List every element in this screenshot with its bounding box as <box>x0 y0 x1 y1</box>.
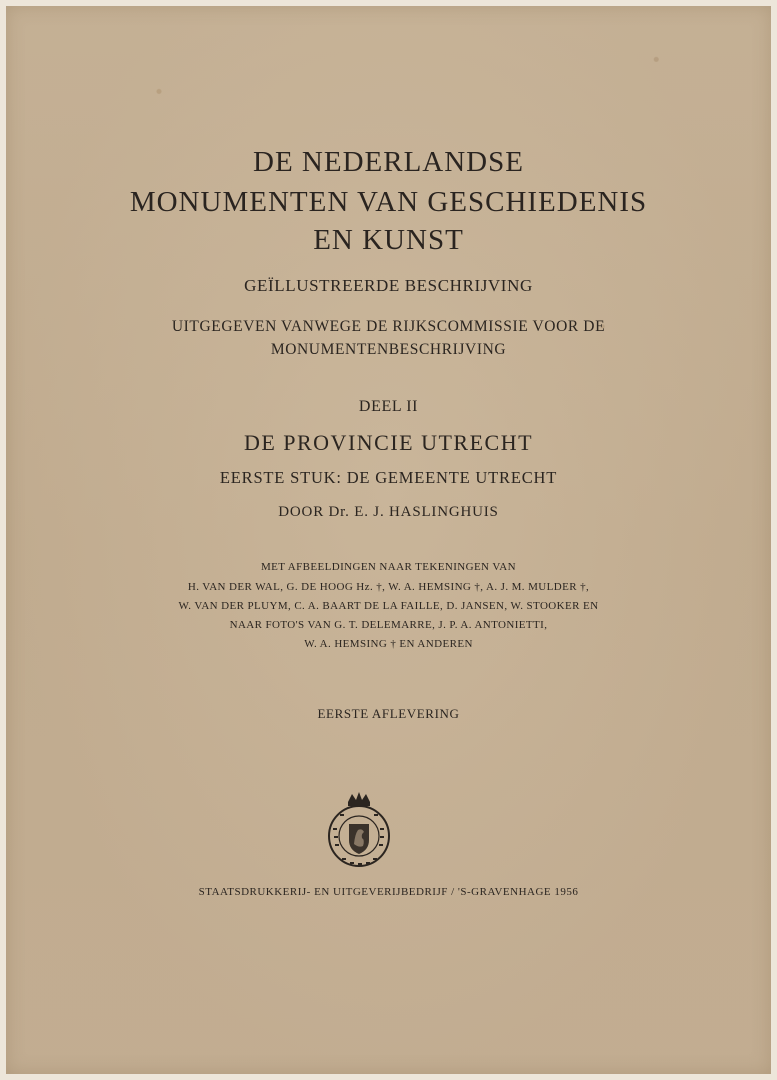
subtitle: GEÏLLUSTREERDE BESCHRIJVING <box>244 276 533 295</box>
publisher-line-1: UITGEGEVEN VANWEGE DE RIJKSCOMMISSIE VOOR DE <box>171 318 606 335</box>
part-title: EERSTE STUK: DE GEMEENTE UTRECHT <box>219 468 558 487</box>
publisher-line-2: MONUMENTENBESCHRIJVING <box>270 341 507 358</box>
province-title: DE PROVINCIE UTRECHT <box>243 430 534 455</box>
title-line-2: MONUMENTEN VAN GESCHIEDENIS <box>129 186 648 218</box>
illustrations-line-2: H. VAN DER WAL, G. DE HOOG Hz. †, W. A. HEMSING †, A. J. M. MULDER †, <box>187 581 590 593</box>
illustrations-line-3: W. VAN DER PLUYM, C. A. BAART DE LA FAILLE, D. JANSEN, W. STOOKER EN <box>178 600 599 612</box>
title-line-1: DE NEDERLANDSE <box>253 146 524 178</box>
illustrations-line-1: MET AFBEELDINGEN NAAR TEKENINGEN VAN <box>261 561 516 573</box>
imprint-line: STAATSDRUKKERIJ- EN UITGEVERIJBEDRIJF / 'S-GRAVENHAGE 1956 <box>198 886 579 898</box>
author-line: DOOR Dr. E. J. HASLINGHUIS <box>278 504 499 520</box>
book-cover <box>6 6 771 1074</box>
volume-label: DEEL II <box>358 398 419 415</box>
illustrations-line-5: W. A. HEMSING † EN ANDEREN <box>304 638 473 650</box>
publisher-seal-emblem <box>322 788 396 870</box>
title-line-3: EN KUNST <box>313 224 464 256</box>
illustrations-line-4: NAAR FOTO'S VAN G. T. DELEMARRE, J. P. A. ANTONIETTI, <box>229 619 548 631</box>
installment-label: EERSTE AFLEVERING <box>317 706 460 721</box>
